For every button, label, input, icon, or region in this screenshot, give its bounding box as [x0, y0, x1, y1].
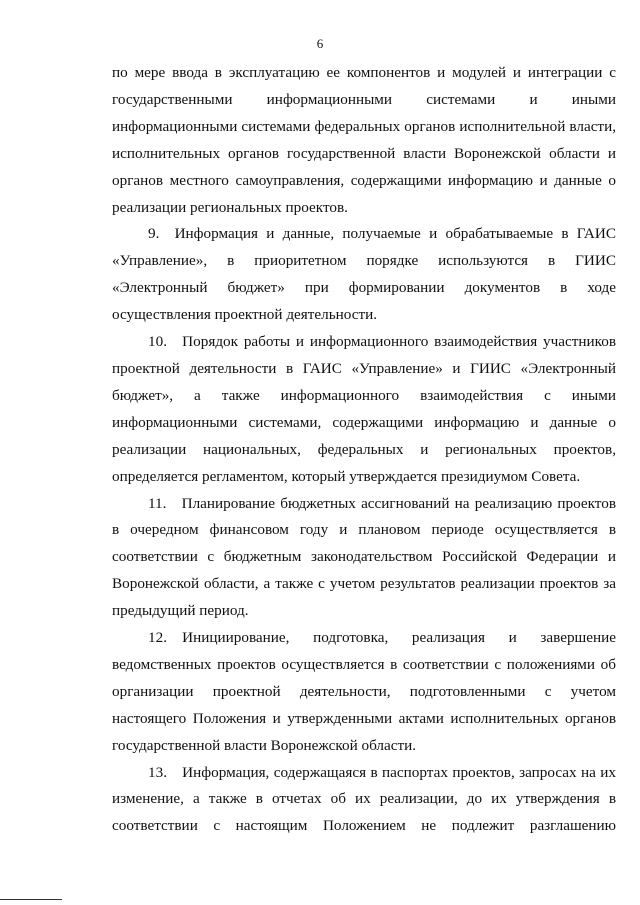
paragraph-12: 12. Инициирование, подготовка, реализация и завершение ведомственных проектов осуществляется в соответствии с положениями об организации проектной деятельности, подготовленными с учетом настоящего Положения и утвержденными актами исполнительных органов государственной власти Воронежской области. [112, 629, 616, 754]
document-body [112, 60, 616, 840]
paragraph-continuation: по мере ввода в эксплуатацию ее компонентов и модулей и интеграции с государственными информационными системами и иными информационными системами федеральных органов исполнительной власти, исполнительных органов государственной власти Воронежской области и органов местного самоуправления, содержащими информацию и данные о реализации региональных проектов. [112, 64, 616, 216]
footnote-separator [0, 899, 62, 900]
paragraph-13: 13. Информация, содержащаяся в паспортах проектов, запросах на их изменение, а также в отчетах об их реализации, до их утверждения в соответствии с настоящим Положением не подлежит разглашению [112, 763, 616, 835]
page-number: 6 [316, 36, 324, 51]
paragraph-11: 11. Планирование бюджетных ассигнований на реализацию проектов в очередном финансовом году и плановом периоде осуществляется в соответствии с бюджетным законодательством Российской Федерации и Воронежской области, а также с учетом результатов реализации проектов за предыдущий период. [112, 494, 616, 620]
paragraph-10: 10. Порядок работы и информационного взаимодействия участников проектной деятельности в ГАИС «Управление» и ГИИС «Электронный бюджет», а также информационного взаимодействия с иными информационными системами, содержащими информацию и данные о реализации национальных, федеральных и региональных проектов, определяется регламентом, который утверждается президиумом Совета. [112, 333, 616, 485]
paragraph-9: 9. Информация и данные, получаемые и обрабатываемые в ГАИС «Управление», в приоритетном порядке используются в ГИИС «Электронный бюджет» при формировании документов в ходе осуществления проектной деятельности. [112, 225, 616, 324]
